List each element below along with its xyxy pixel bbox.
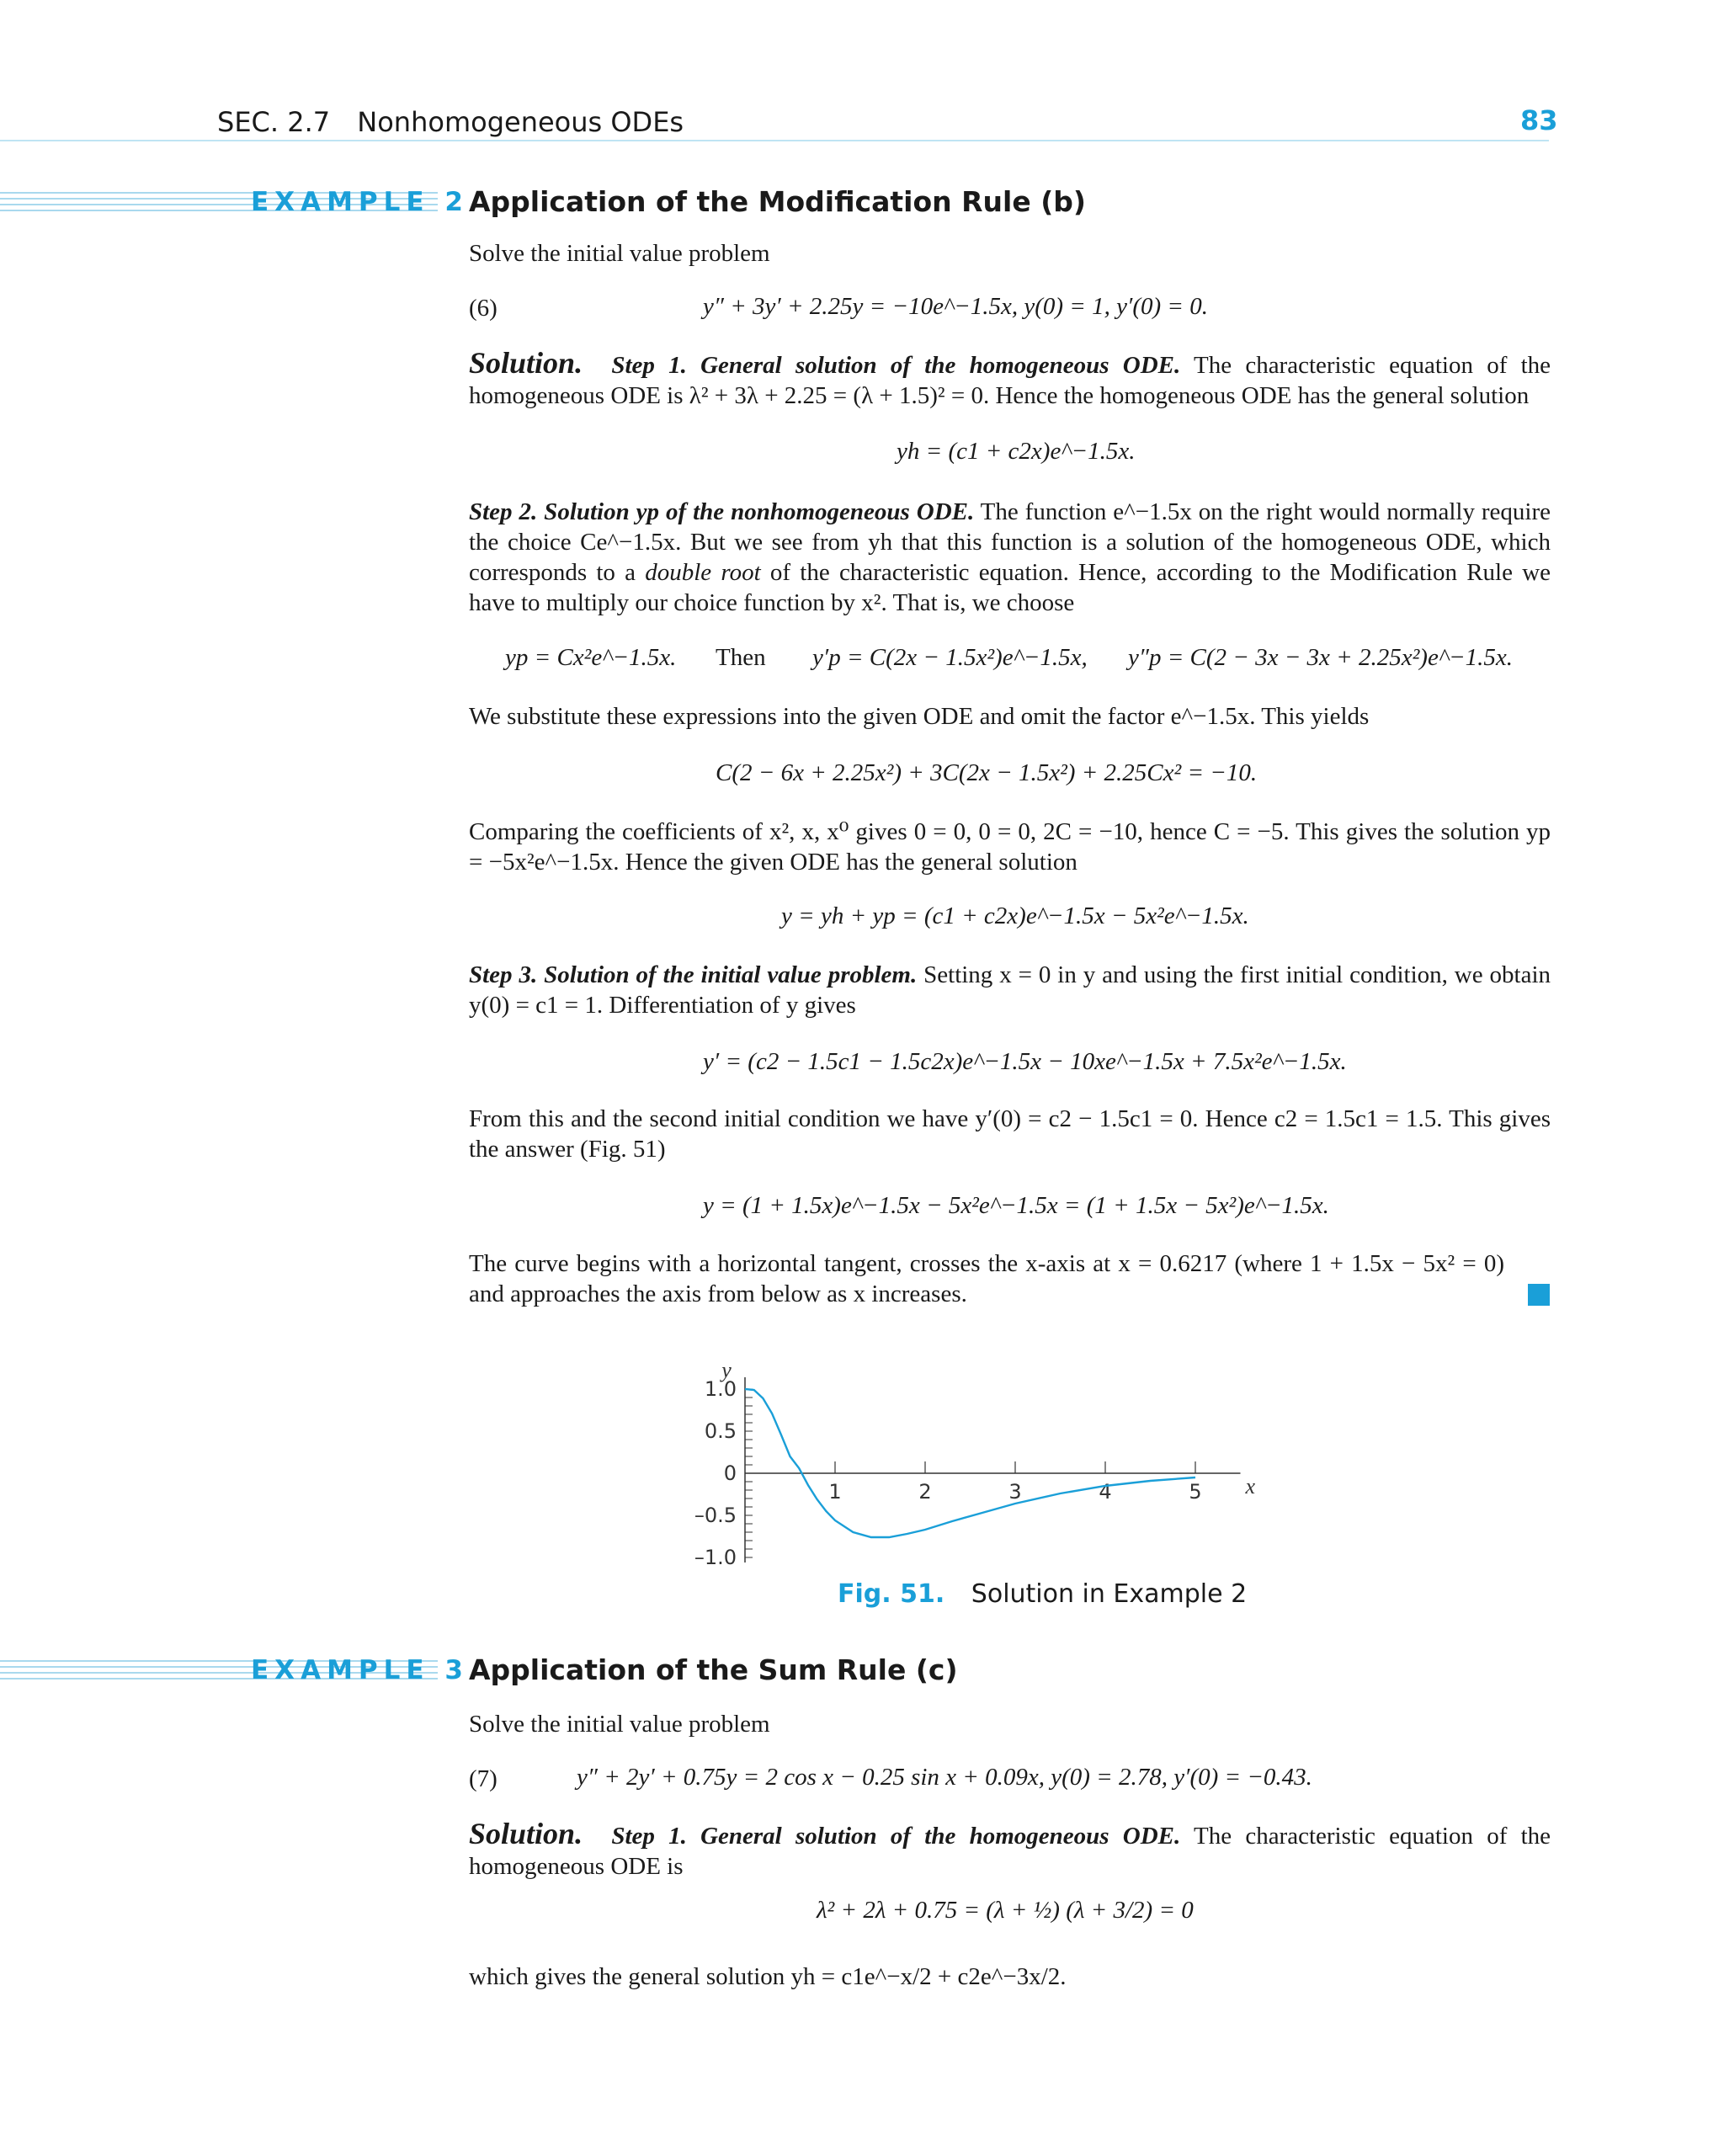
yp-second-derivative: y″p = C(2 − 3x − 3x + 2.25x²)e^−1.5x.: [1128, 644, 1513, 671]
y-tick-label: 0.5: [704, 1419, 737, 1443]
intro-text: Solve the initial value problem: [469, 1711, 770, 1738]
x-tick-label: 4: [1099, 1480, 1112, 1504]
step2-title: Step 2. Solution yp of the nonhomogeneous ODE.: [469, 498, 975, 525]
step2-text-a: The function e^−1.5x on the right would normally require the choice Ce^−1.5x. But we see from yh that this function is a solution of the homogeneous ODE, which corresponds to a: [469, 498, 1551, 586]
running-header: [217, 106, 684, 138]
y-tick-label: –1.0: [694, 1546, 737, 1569]
general-solution: y = yh + yp = (c1 + c2x)e^−1.5x − 5x²e^−1.5x.: [781, 902, 1249, 929]
end-of-example-square: [1528, 1284, 1550, 1306]
step1-text: The characteristic equation of the homogeneous ODE is: [469, 1823, 1551, 1880]
step3: [469, 960, 1551, 1020]
substituted-equation: C(2 − 6x + 2.25x²) + 3C(2x − 1.5x²) + 2.25Cx² = −10.: [716, 759, 1258, 786]
equation-7: y″ + 2y′ + 0.75y = 2 cos x − 0.25 sin x + 0.09x, y(0) = 2.78, y′(0) = −0.43.: [577, 1764, 1312, 1791]
example-title: Application of the Sum Rule (c): [469, 1653, 958, 1686]
compare-text: Comparing the coefficients of x², x, x⁰ gives 0 = 0, 0 = 0, 2C = −10, hence C = −5. This gives the solution yp = −5x²e^−1.5x. Hence the given ODE has the general solution: [469, 818, 1551, 876]
homogeneous-solution: yh = (c1 + c2x)e^−1.5x.: [897, 438, 1136, 465]
step2: [469, 497, 1551, 618]
equation-number: (6): [469, 295, 498, 322]
equation-number: (7): [469, 1765, 498, 1792]
x-tick-label: 2: [918, 1480, 932, 1504]
from-text: From this and the second initial condition we have y′(0) = c2 − 1.5c1 = 0. Hence c2 = 1.5c1 = 1.5. This gives the answer (Fig. 51): [469, 1105, 1551, 1163]
step3-text: Setting x = 0 in y and using the first initial condition, we obtain y(0) = c1 = 1. Differentiation of y gives: [469, 961, 1551, 1019]
figure-caption: [838, 1579, 1247, 1609]
figure-number: Fig. 51.: [838, 1579, 945, 1609]
x-tick-label: 5: [1189, 1480, 1202, 1504]
y-tick-label: 0: [723, 1461, 737, 1485]
step1-title: Step 1. General solution of the homogeneous ODE.: [611, 352, 1181, 379]
solution-word: Solution.: [469, 1817, 583, 1850]
characteristic-equation: λ² + 2λ + 0.75 = (λ + ½) (λ + 3/2) = 0: [817, 1897, 1194, 1924]
double-root: double root: [645, 559, 761, 586]
x-axis-label: x: [1245, 1474, 1256, 1499]
y-tick-label: –0.5: [694, 1504, 737, 1527]
yp-first-derivative: y′p = C(2x − 1.5x²)e^−1.5x,: [812, 644, 1088, 671]
then-word: Then: [716, 644, 766, 671]
solution-word: Solution.: [469, 346, 583, 380]
equation-6: y″ + 3y′ + 2.25y = −10e^−1.5x, y(0) = 1, y′(0) = 0.: [703, 293, 1208, 320]
substitute-text: We substitute these expressions into the given ODE and omit the factor e^−1.5x. This yields: [469, 703, 1370, 730]
y-axis-label: y: [721, 1358, 732, 1382]
figure-51-plot: [673, 1339, 1280, 1574]
section-title: Nonhomogeneous ODEs: [357, 106, 684, 138]
solution-step1: [469, 348, 1551, 411]
solution-step1: [469, 1818, 1551, 1882]
step3-title: Step 3. Solution of the initial value problem.: [469, 961, 918, 988]
curve-text: The curve begins with a horizontal tangent, crosses the x-axis at x = 0.6217 (where 1 + 1.5x − 5x² = 0) and approaches the axis from below as x increases.: [469, 1250, 1504, 1307]
intro-text: Solve the initial value problem: [469, 240, 770, 267]
y-tick-label: 1.0: [704, 1377, 737, 1401]
derivative-equation: y′ = (c2 − 1.5c1 − 1.5c2x)e^−1.5x − 10xe^−1.5x + 7.5x²e^−1.5x.: [703, 1048, 1347, 1075]
step1-text: The characteristic equation of the homogeneous ODE is λ² + 3λ + 2.25 = (λ + 1.5)² = 0. Hence the homogeneous ODE has the general solution: [469, 352, 1551, 409]
header-rule: [0, 140, 1549, 141]
solution-curve: [745, 1389, 1195, 1537]
x-tick-label: 3: [1008, 1480, 1022, 1504]
answer-equation: y = (1 + 1.5x)e^−1.5x − 5x²e^−1.5x = (1 + 1.5x − 5x²)e^−1.5x.: [703, 1192, 1329, 1219]
section-number: SEC. 2.7: [217, 106, 331, 138]
page-number: 83: [1520, 104, 1558, 136]
figure-caption-text: Solution in Example 2: [971, 1579, 1248, 1609]
example-label: EXAMPLE 2: [251, 187, 469, 217]
example-title: Application of the Modification Rule (b): [469, 185, 1086, 218]
final-text: which gives the general solution yh = c1e^−x/2 + c2e^−3x/2.: [469, 1963, 1067, 1990]
plot-tick-labels: [694, 1358, 1256, 1569]
step1-title: Step 1. General solution of the homogeneous ODE.: [611, 1823, 1181, 1850]
step2-text-b: of the characteristic equation. Hence, according to the Modification Rule we have to multiply our choice function by x². That is, we choose: [469, 559, 1551, 616]
example-label: EXAMPLE 3: [251, 1655, 469, 1685]
choice-function: yp = Cx²e^−1.5x.: [505, 644, 677, 671]
plot-axes: [745, 1377, 1241, 1562]
x-tick-label: 1: [828, 1480, 842, 1504]
